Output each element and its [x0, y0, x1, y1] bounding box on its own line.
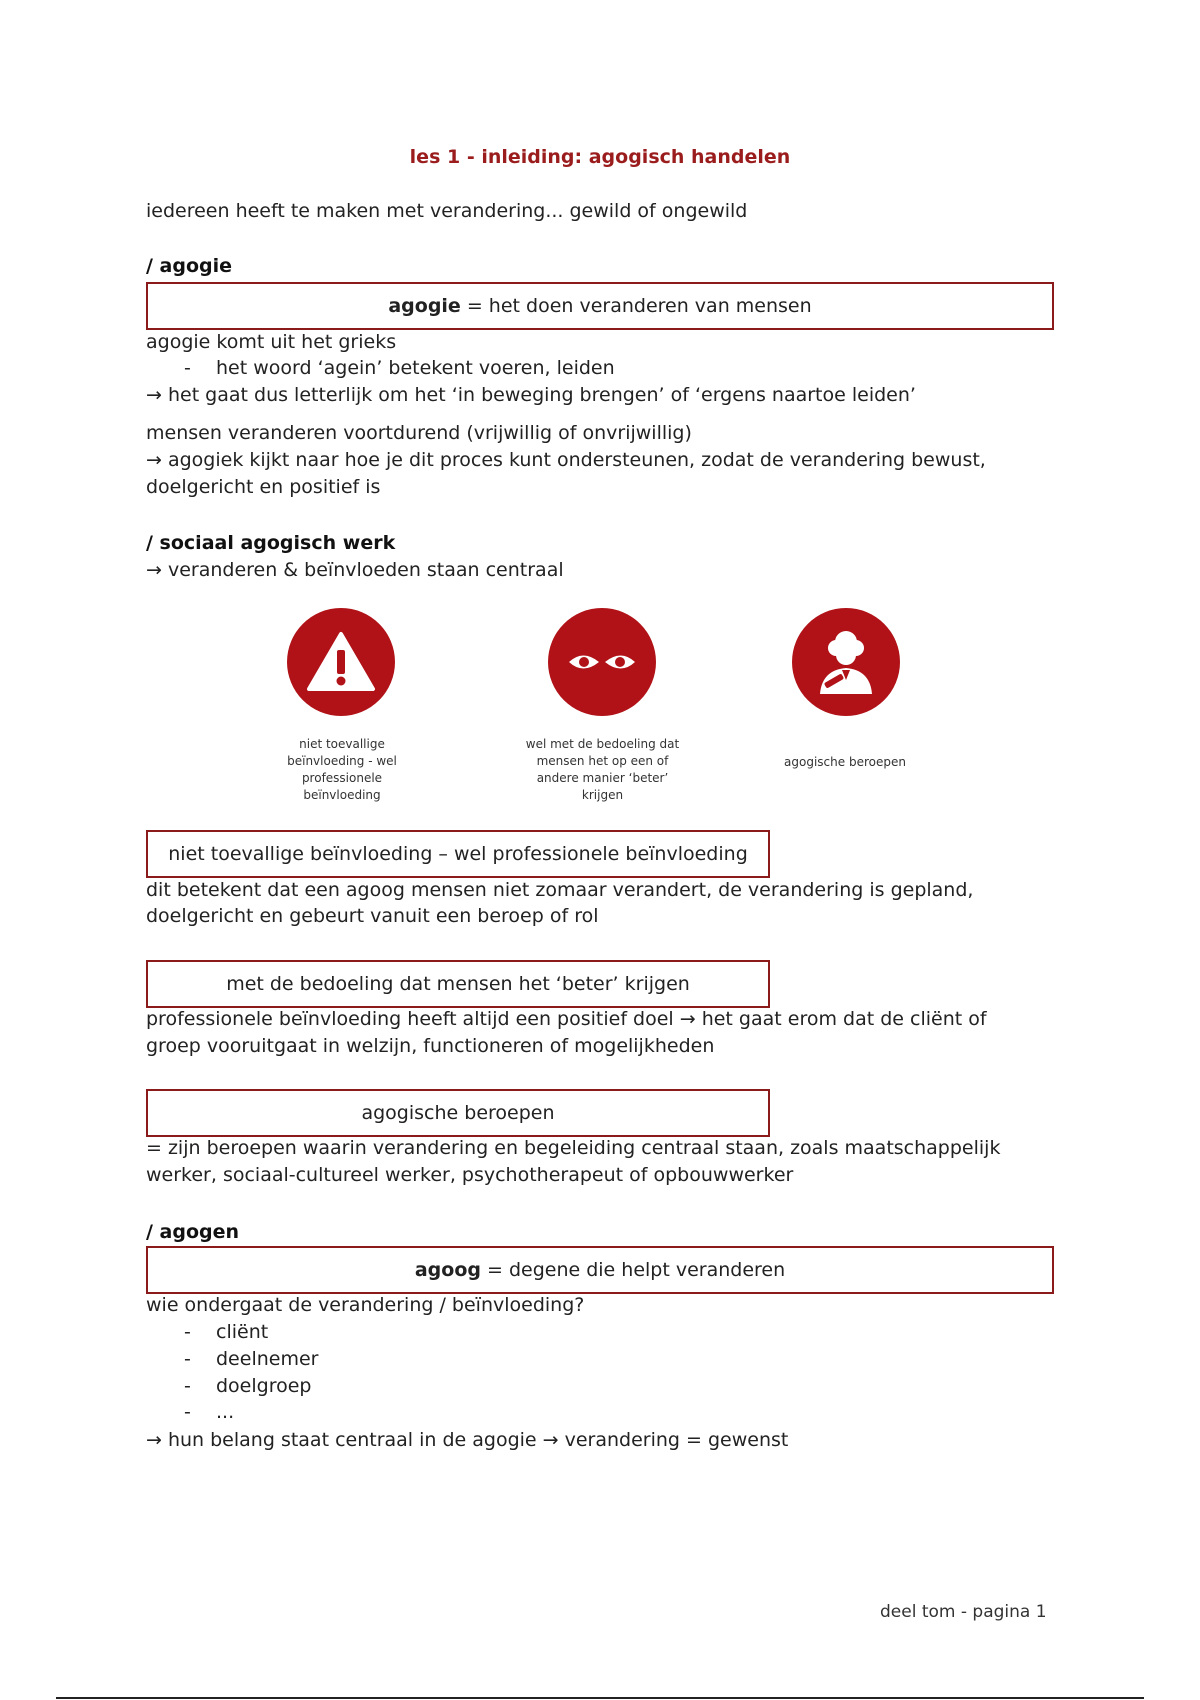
concept-box-label: niet toevallige beïnvloeding – wel professionele beïnvloeding	[168, 843, 748, 865]
definition-term: agogie	[388, 295, 461, 317]
list-item-text: deelnemer	[216, 1348, 319, 1370]
list-item-text: doelgroep	[216, 1375, 312, 1397]
list-item-text: ...	[216, 1401, 235, 1423]
warning-icon	[287, 608, 395, 716]
heading-agogie: / agogie	[146, 255, 233, 277]
icon-caption-2: wel met de bedoeling dat mensen het op een of andere manier ‘beter’ krijgen	[525, 737, 680, 802]
agogie-line-2: → het gaat dus letterlijk om het ‘in beweging brengen’ of ‘ergens naartoe leiden’	[146, 384, 916, 406]
box3-text-1: = zijn beroepen waarin verandering en begeleiding centraal staan, zoals maatschappelijk	[146, 1137, 1001, 1159]
box2-text-2: groep vooruitgaat in welzijn, functioneren of mogelijkheden	[146, 1035, 715, 1057]
concept-box-label: agogische beroepen	[361, 1102, 555, 1124]
agogen-question: wie ondergaat de verandering / beïnvloeding?	[146, 1294, 585, 1316]
heading-agogen: / agogen	[146, 1221, 240, 1243]
icon-caption-3: agogische beroepen	[784, 755, 906, 769]
agogie-line-5: doelgericht en positief is	[146, 476, 381, 498]
list-item-text: cliënt	[216, 1321, 269, 1343]
definition-box-agoog	[146, 1246, 1054, 1294]
list-item: - ...	[184, 1401, 235, 1423]
sociaal-line-1: → veranderen & beïnvloeden staan centraal	[146, 559, 564, 581]
icon-caption-1: niet toevallige beïnvloeding - wel professionele beïnvloeding	[287, 737, 397, 802]
concept-box-professionele-beinvloeding	[146, 830, 770, 878]
box3-text-2: werker, sociaal-cultureel werker, psychotherapeut of opbouwwerker	[146, 1164, 794, 1186]
page-title: les 1 - inleiding: agogisch handelen	[409, 146, 791, 168]
definition-box-agogie	[146, 282, 1054, 330]
list-item: - cliënt	[184, 1321, 269, 1343]
box2-text-1: professionele beïnvloeding heeft altijd een positief doel → het gaat erom dat de cliënt of	[146, 1008, 987, 1030]
page-footer: deel tom - pagina 1	[880, 1602, 1047, 1622]
agogie-bullet: - het woord ‘agein’ betekent voeren, leiden	[184, 357, 615, 379]
intro-text: iedereen heeft te maken met verandering... gewild of ongewild	[146, 200, 748, 222]
concept-box-label: met de bedoeling dat mensen het ‘beter’ krijgen	[226, 973, 690, 995]
list-item: - doelgroep	[184, 1375, 312, 1397]
agogie-line-4: → agogiek kijkt naar hoe je dit proces kunt ondersteunen, zodat de verandering bewust,	[146, 449, 986, 471]
list-item: - deelnemer	[184, 1348, 319, 1370]
heading-sociaal-agogisch-werk: / sociaal agogisch werk	[146, 532, 396, 554]
definition-text: = het doen veranderen van mensen	[466, 295, 812, 317]
agogie-line-1: agogie komt uit het grieks	[146, 331, 397, 353]
box1-text-2: doelgericht en gebeurt vanuit een beroep of rol	[146, 905, 599, 927]
concept-box-agogische-beroepen	[146, 1089, 770, 1137]
professional-icon	[792, 608, 900, 716]
concept-box-beter-krijgen	[146, 960, 770, 1008]
eyes-icon	[548, 608, 656, 716]
agogen-conclusion: → hun belang staat centraal in de agogie → verandering = gewenst	[146, 1429, 789, 1451]
box1-text-1: dit betekent dat een agoog mensen niet zomaar verandert, de verandering is gepland,	[146, 879, 974, 901]
bottom-divider	[56, 1697, 1144, 1699]
bullet-text: het woord ‘agein’ betekent voeren, leiden	[216, 357, 615, 379]
definition-term: agoog	[414, 1259, 481, 1281]
definition-text: = degene die helpt veranderen	[486, 1259, 786, 1281]
agogie-line-3: mensen veranderen voortdurend (vrijwillig of onvrijwillig)	[146, 422, 692, 444]
